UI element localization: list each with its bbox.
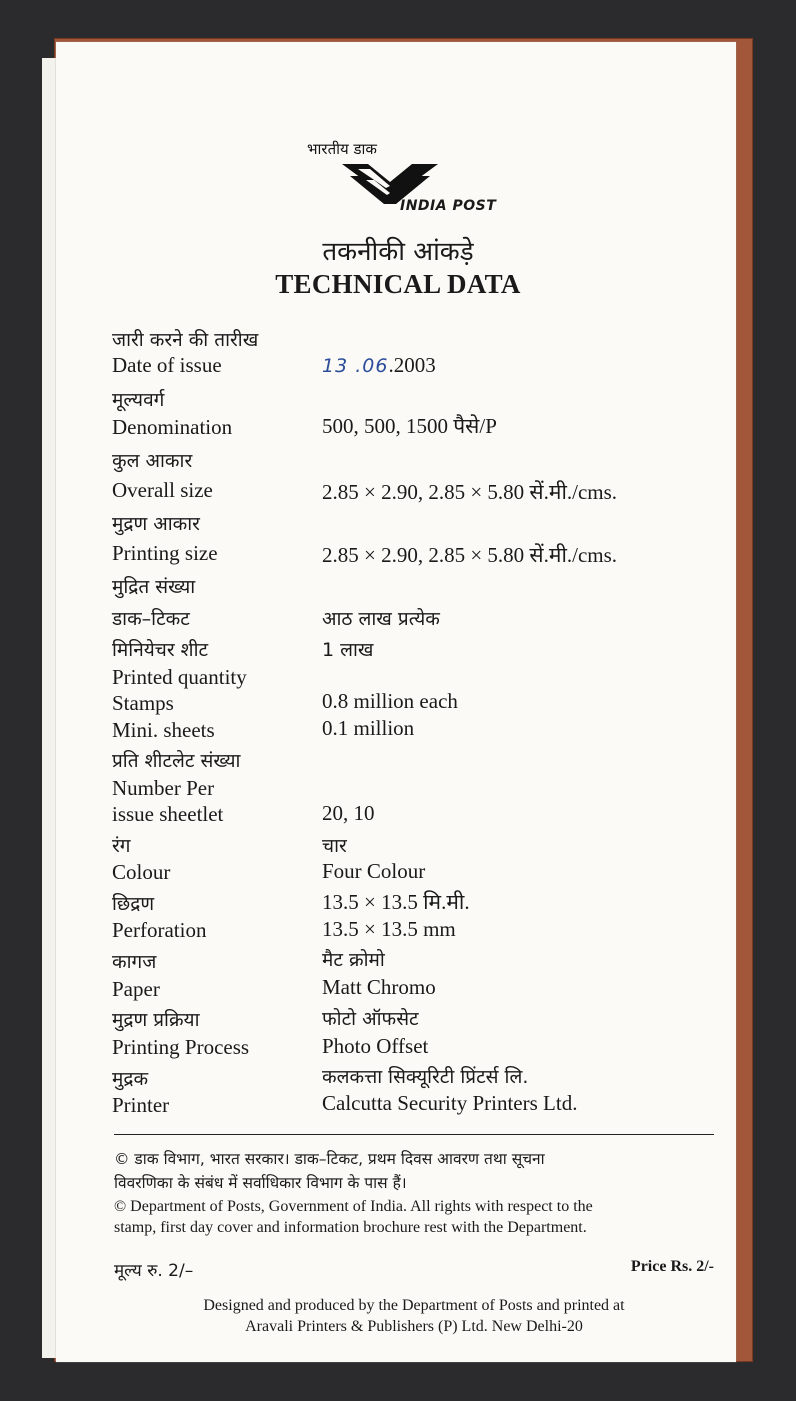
row-label: Paper [112,977,160,1001]
copyright-hindi-line-1: © डाक विभाग, भारत सरकार। डाक–टिकट, प्रथम दिवस आवरण तथा सूचना [114,1150,545,1168]
row-value: 0.8 million each [322,689,458,713]
copyright-hindi-line-2: विवरणिका के संबंध में सर्वाधिकार विभाग के पास हैं। [114,1174,407,1192]
footer-line-2: Aravali Printers & Publishers (P) Ltd. New Delhi-20 [245,1318,583,1335]
row-value: फोटो ऑफसेट [322,1008,419,1030]
row-label: Overall size [112,478,213,502]
row-label: Colour [112,860,171,884]
row-value: 13.5 × 13.5 mm [322,917,456,941]
row-label: Printed quantity [112,665,247,689]
row-value: Four Colour [322,859,426,883]
row-value: कलकत्ता सिक्यूरिटी प्रिंटर्स लि. [322,1066,529,1088]
india-post-logo [290,96,500,216]
row-value: Matt Chromo [322,975,436,999]
row-label: Printer [112,1093,170,1117]
row-label: मुद्रण प्रक्रिया [112,1009,200,1031]
logo-english-text: INDIA POST [400,198,497,214]
logo-hindi-text: भारतीय डाक [307,140,377,158]
copyright-english-line-2: stamp, first day cover and information brochure rest with the Department. [114,1219,587,1236]
row-label: Perforation [112,918,207,942]
handwritten-date: 13 .06 [322,355,389,377]
row-label: Mini. sheets [112,718,215,742]
row-label: रंग [112,835,131,857]
row-value: आठ लाख प्रत्येक [322,608,440,630]
divider-line [114,1134,714,1135]
row-label: मुद्रक [112,1068,149,1090]
row-value: 1 लाख [322,639,374,661]
row-label: कुल आकार [112,450,193,472]
row-label: कागज [112,951,157,973]
row-label: Denomination [112,415,233,439]
row-label: Number Per [112,776,215,800]
row-label: प्रति शीटलेट संख्या [112,750,241,772]
row-label: डाक–टिकट [112,608,190,630]
row-label: Date of issue [112,353,222,377]
row-label: Printing Process [112,1035,250,1059]
title-english: TECHNICAL DATA [275,269,521,299]
row-label: Stamps [112,691,174,715]
row-label: मुद्रण आकार [112,513,200,535]
row-label: मूल्यवर्ग [112,389,165,411]
footer-line-1: Designed and produced by the Department of Posts and printed at [203,1297,625,1314]
row-value: 0.1 million [322,716,415,740]
row-label: जारी करने की तारीख [112,329,259,351]
row-label: Printing size [112,541,218,565]
row-value: 2.85 × 2.90, 2.85 × 5.80 सें.मी./cms. [322,480,618,504]
row-value: 13.5 × 13.5 मि.मी. [322,890,470,914]
row-label: issue sheetlet [112,802,224,826]
row-value [322,353,436,378]
row-value: 500, 500, 1500 पैसे/P [322,414,497,438]
price-english: Price Rs. 2/- [630,1258,714,1275]
row-label: छिद्रण [112,893,155,915]
row-value: 20, 10 [322,801,375,825]
row-label: मुद्रित संख्या [112,576,196,598]
price-hindi: मूल्य रु. 2/– [114,1261,194,1281]
row-label: मिनियेचर शीट [112,639,209,661]
row-value: Photo Offset [322,1034,429,1058]
row-value: चार [322,835,347,857]
row-value: 2.85 × 2.90, 2.85 × 5.80 सें.मी./cms. [322,543,618,567]
row-value: मैट क्रोमो [322,949,385,971]
date-year: .2003 [388,353,436,377]
title-hindi: तकनीकी आंकड़े [322,237,474,267]
copyright-english-line-1: © Department of Posts, Government of India. All rights with respect to the [114,1198,593,1215]
row-value: Calcutta Security Printers Ltd. [322,1091,578,1115]
